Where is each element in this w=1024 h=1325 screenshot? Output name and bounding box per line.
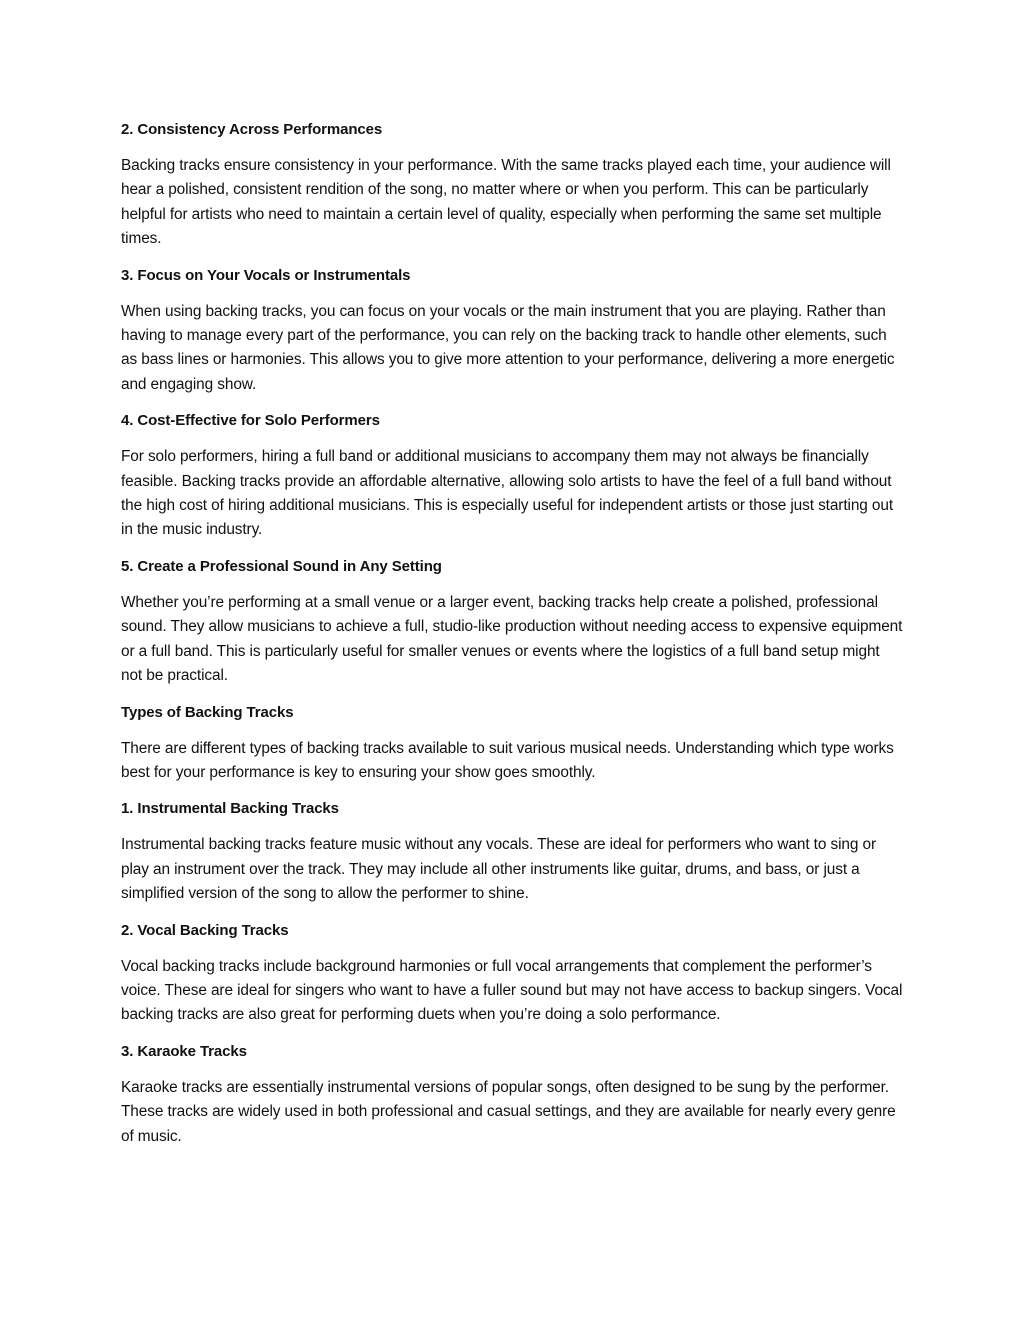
section-professional-sound bbox=[121, 555, 903, 689]
section-paragraph: Whether you’re performing at a small venue or a larger event, backing tracks help create a polished, professional sound. They allow musicians to achieve a full, studio-like production without needing access to expensive equipment or a full band. This is particularly useful for smaller venues or events where the logistics of a full band setup might not be practical. bbox=[121, 593, 903, 685]
section-cost-effective bbox=[121, 409, 903, 543]
section-focus bbox=[121, 264, 903, 398]
section-paragraph: Backing tracks ensure consistency in your performance. With the same tracks played each time, your audience will hear a polished, consistent rendition of the song, no matter where or when you perform. This can be particularly helpful for artists who need to maintain a certain level of quality, especially when performing the same set multiple times. bbox=[121, 157, 891, 248]
section-heading: 2. Vocal Backing Tracks bbox=[121, 921, 289, 939]
section-heading: 3. Karaoke Tracks bbox=[121, 1042, 247, 1060]
section-heading: 4. Cost-Effective for Solo Performers bbox=[121, 412, 380, 430]
section-heading: 2. Consistency Across Performances bbox=[121, 121, 383, 138]
section-consistency bbox=[121, 118, 903, 252]
section-instrumental bbox=[121, 797, 903, 906]
section-heading: 5. Create a Professional Sound in Any Setting bbox=[121, 557, 442, 575]
section-heading: 1. Instrumental Backing Tracks bbox=[121, 800, 339, 818]
section-heading: 3. Focus on Your Vocals or Instrumentals bbox=[121, 266, 411, 284]
section-paragraph: There are different types of backing tracks available to suit various musical needs. Understanding which type works best for your performance is key to ensuring your show goes smoothly. bbox=[121, 739, 894, 781]
section-paragraph: Vocal backing tracks include background harmonies or full vocal arrangements that complement the performer’s voice. These are ideal for singers who want to have a fuller sound but may not have access to backup singers. Vocal backing tracks are also great for performing duets when you’re doing a solo performance. bbox=[121, 957, 903, 1024]
section-paragraph: When using backing tracks, you can focus on your vocals or the main instrument that you are playing. Rather than having to manage every part of the performance, you can rely on the backing track to handle other elements, such as bass lines or harmonies. This allows you to give more attention to your performance, delivering a more energetic and engaging show. bbox=[121, 302, 895, 393]
section-heading: Types of Backing Tracks bbox=[121, 703, 294, 721]
section-karaoke bbox=[121, 1040, 903, 1149]
section-paragraph: Karaoke tracks are essentially instrumental versions of popular songs, often designed to be sung by the performer. These tracks are widely used in both professional and casual settings, and they are available for nearly every genre of music. bbox=[121, 1078, 896, 1145]
section-paragraph: For solo performers, hiring a full band or additional musicians to accompany them may not always be financially feasible. Backing tracks provide an affordable alternative, allowing solo artists to have the feel of a full band without the high cost of hiring additional musicians. This is especially useful for independent artists or those just starting out in the music industry. bbox=[121, 448, 894, 539]
section-paragraph: Instrumental backing tracks feature music without any vocals. These are ideal for performers who want to sing or play an instrument over the track. They may include all other instruments like guitar, drums, and bass, or just a simplified version of the song to allow the performer to shine. bbox=[121, 836, 876, 903]
section-types bbox=[121, 701, 903, 786]
section-vocal bbox=[121, 919, 903, 1028]
document-page bbox=[121, 118, 903, 1161]
